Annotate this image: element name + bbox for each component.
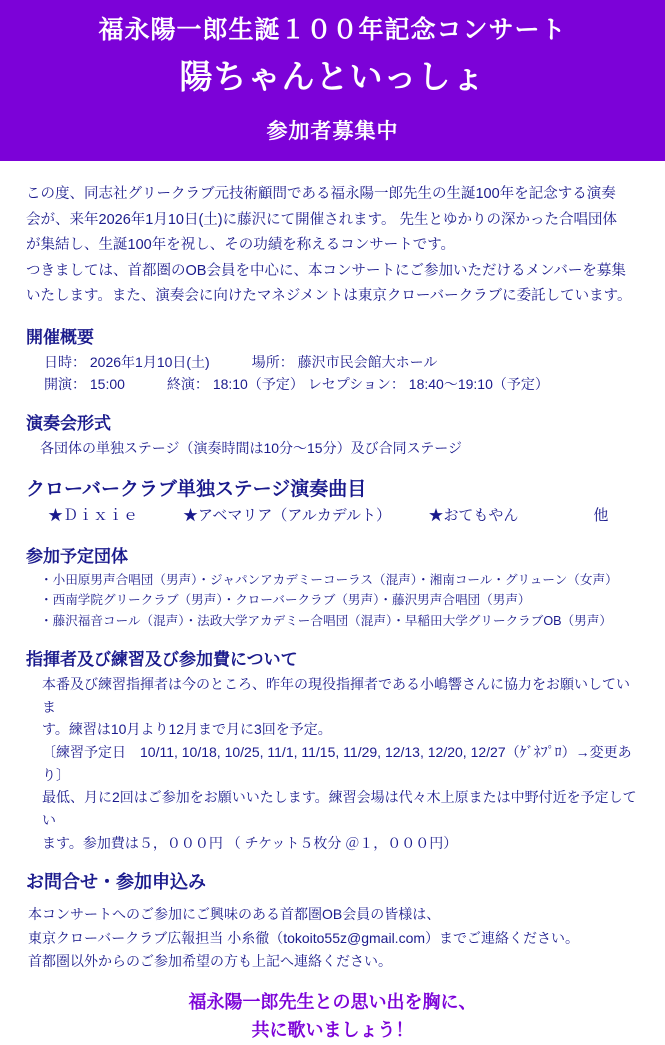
intro-line-4: つきましては、首都圏のOB会員を中心に、本コンサートにご参加いただけるメンバーを募集 — [26, 262, 626, 279]
contact-line-3: 首都圏以外からのご参加希望の方も上記へ連絡ください。 — [28, 952, 392, 969]
contact-heading: お問合せ・参加申込み — [26, 872, 206, 893]
program-song-list: ★Ｄｉｘｉｅ ★アベマリア（アルカデルト） ★おてもやん 他 — [48, 506, 609, 524]
contact-email-line: 東京クローバークラブ広報担当 小糸徹（tokoito55z@gmail.com）までご連絡ください。 — [28, 929, 580, 946]
conductor-heading: 指揮者及び練習及び参加費について — [26, 650, 298, 670]
overview-date-venue: 日時： 2026年1月10日(土) 場所： 藤沢市民会館大ホール — [44, 353, 438, 370]
poster-content — [0, 161, 665, 1045]
section-program — [26, 474, 639, 528]
intro-line-2: 会が、来年2026年1月10日(土)に藤沢にて開催されます。 先生とゆかりの深かった合唱団体 — [26, 211, 617, 228]
section-contact — [26, 868, 639, 973]
overview-heading: 開催概要 — [26, 327, 94, 347]
banner-call-to-action: 参加者募集中 — [266, 120, 399, 144]
format-description: 各団体の単独ステージ（演奏時間は10分～15分）及び合同ステージ — [40, 440, 463, 457]
header-banner — [0, 0, 665, 161]
closing-message — [26, 989, 639, 1045]
groups-heading: 参加予定団体 — [26, 546, 128, 566]
format-heading: 演奏会形式 — [26, 414, 111, 434]
intro-line-1: この度、同志社グリークラブ元技術顧問である福永陽一郎先生の生誕100年を記念する演奏 — [26, 186, 616, 203]
conductor-practice-dates: 〔練習予定日 10/11, 10/18, 10/25, 11/1, 11/15, 11/29, 12/13, 12/20, 12/27（ｹﾞﾈﾌﾟﾛ）→変更あり〕 — [42, 744, 632, 783]
banner-title: 陽ちゃんといっしょ — [179, 57, 486, 95]
overview-times: 開演： 15:00 終演： 18:10（予定） レセプション： 18:40～19:10（予定） — [44, 376, 549, 393]
contact-line-1: 本コンサートへのご参加にご興味のある首都圏OB会員の皆様は、 — [28, 906, 441, 923]
intro-line-3: が集結し、生誕100年を祝し、その功績を称えるコンサートです。 — [26, 237, 456, 254]
section-overview — [26, 323, 639, 396]
program-heading: クローバークラブ単独ステージ演奏曲目 — [26, 478, 367, 500]
conductor-fee: ます。参加費は５，０００円 （ チケット５枚分 ＠１，０００円） — [42, 834, 458, 851]
closing-line-1: 福永陽一郎先生との思い出を胸に、 — [188, 992, 477, 1013]
section-conductor — [26, 645, 639, 854]
conductor-line-4: 最低、月に2回はご参加をお願いいたします。練習会場は代々木上原または中野付近を予定してい — [42, 789, 637, 829]
section-format — [26, 409, 639, 459]
groups-line-3: ・藤沢福音コール（混声）・法政大学アカデミー合唱団（混声）・早稲田大学グリークラブOB（男声） — [40, 613, 612, 628]
section-groups — [26, 542, 639, 631]
groups-line-1: ・小田原男声合唱団（男声）・ジャパンアカデミーコーラス（混声）・湘南コール・グリューン（女声） — [40, 572, 618, 587]
closing-line-2: 共に歌いましょう！ — [251, 1019, 414, 1040]
groups-line-2: ・西南学院グリークラブ（男声）・クローバークラブ（男声）・藤沢男声合唱団（男声） — [40, 593, 531, 608]
conductor-line-1: 本番及び練習指揮者は今のところ、昨年の現役指揮者である小嶋響さんに協力をお願いしていま — [42, 676, 630, 715]
intro-paragraph — [26, 183, 639, 308]
banner-subtitle: 福永陽一郎生誕１００年記念コンサート — [98, 16, 567, 44]
conductor-line-2: す。練習は10月より12月まで月に3回を予定。 — [42, 721, 332, 738]
intro-line-5: いたします。また、演奏会に向けたマネジメントは東京クローバークラブに委託しています。 — [26, 288, 632, 305]
